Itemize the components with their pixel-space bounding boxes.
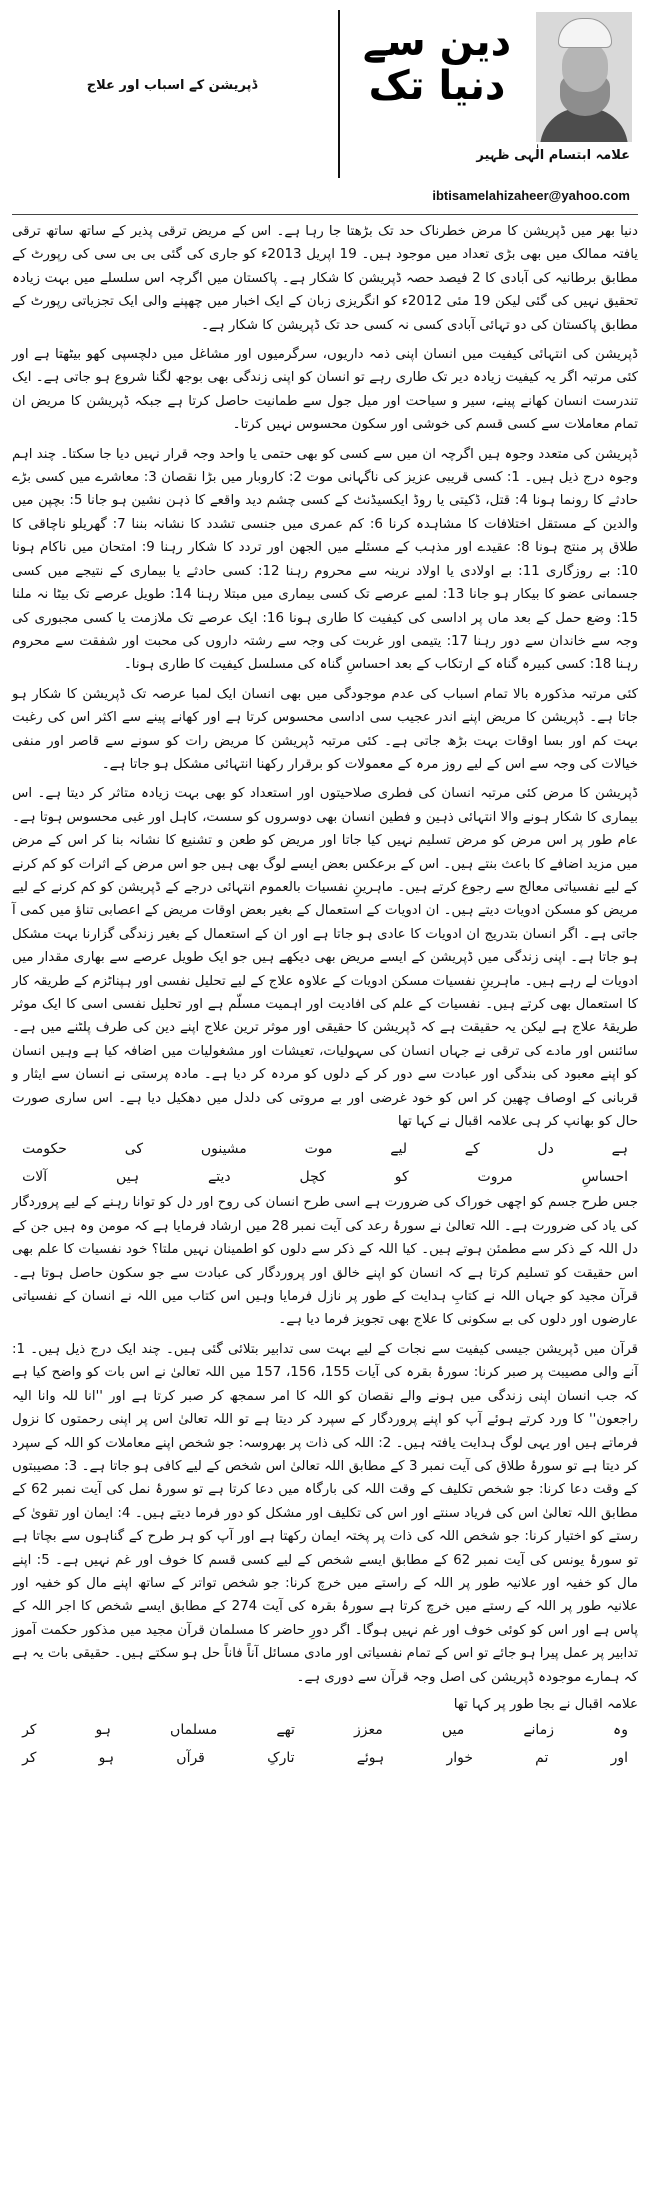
verse-word: کچل — [299, 1169, 326, 1186]
logo-line-1: دین سے — [362, 19, 512, 65]
verse-word: کو — [394, 1169, 409, 1186]
paragraph-1: دنیا بھر میں ڈپریشن کا مرض خطرناک حد تک بڑھتا جا رہا ہے۔ اس کے مریض ترقی پذیر کے ساتھ ساتھ ترقی یافتہ ممالک میں بھی بڑی تعداد میں موجود ہیں۔ 19 اپریل 2013ء کو جاری کی گئی بی بی سی کی رپورٹ کے مطابق برطانیہ کی آبادی کا 2 فیصد حصہ ڈپریشن کا شکار ہے۔ پاکستان میں اگرچہ اس سلسلے میں بہت زیادہ تحقیق نہیں کی گئی لیکن 19 مئی 2012ء کو انگریزی زبان کے ایک اخبار میں چھپنے والی ایک تجزیاتی رپورٹ کے مطابق پاکستان کی دو تہائی آبادی کسی نہ کسی حد تک ڈپریشن کا شکار ہے۔ — [12, 224, 638, 333]
verse-word: تھے — [276, 1721, 295, 1738]
verse-1-line-2 — [12, 1163, 638, 1191]
portrait-cap — [558, 18, 612, 48]
verse-word: تارکِ — [267, 1749, 295, 1766]
author-portrait — [536, 12, 632, 142]
logo-line-2: دنیا تک — [368, 63, 506, 109]
verse-word: دیتے — [208, 1169, 231, 1186]
verse-word: کر — [22, 1749, 37, 1766]
verse-word: قرآں — [176, 1749, 205, 1766]
header-divider — [12, 214, 638, 215]
paragraph-6: جس طرح جسم کو اچھی خوراک کی ضرورت ہے اسی طرح انسان کی روح اور دل کو توانا رہنے کے لیے پروردگار کی یاد کی ضرورت ہے۔ اللہ تعالیٰ نے سورۂ رعد کی آیت نمبر 28 میں ارشاد فرمایا ہے کہ مومن وہ ہیں جن کے دل اللہ کے ذکر سے مطمئن ہوتے ہیں۔ کیا اللہ کے ذکر سے دلوں کو اطمینان نہیں ملتا؟ خود نفسیات کا علم بھی اس حقیقت کو تسلیم کرتا ہے کہ انسان کو اپنے خالق اور پروردگار کی عبادت سے جو سکون حاصل ہوتا ہے۔ قرآن مجید کو جہاں اللہ نے کتابِ ہدایت کے طور پر نازل فرمایا وہیں اس کتاب میں اللہ نے انسان کے نفسیاتی عارضوں اور دلوں کی بے سکونی کا علاج بھی تجویز فرما دیا ہے۔ — [12, 1195, 638, 1328]
poetry-intro: علامہ اقبال نے بجا طور پر کہا تھا — [453, 1696, 638, 1712]
verse-word: کر — [22, 1721, 37, 1738]
verse-2-line-2 — [12, 1744, 638, 1772]
portrait-face — [562, 42, 608, 92]
verse-word: ہوئے — [356, 1749, 385, 1766]
paragraph-3: ڈپریشن کی متعدد وجوہ ہیں اگرچہ ان میں سے کسی کو بھی حتمی یا واحد وجہ قرار نہیں دیا جا سکتا۔ چند اہم وجوہ درج ذیل ہیں۔ 1: کسی قریبی عزیز کی ناگہانی موت 2: کاروبار میں بڑا نقصان 3: معاشرے میں کسی بڑے حادثے کا رونما ہونا 4: قتل، ڈکیتی یا روڈ ایکسیڈنٹ کے کسی چشم دید واقعے کا ذہن نشین ہو جانا 5: بچپن میں والدین کے مستقل اختلافات کا مشاہدہ کرنا 6: کم عمری میں جنسی تشدد کا نشانہ بننا 7: گھریلو ناچاقی کا طلاق پر منتج ہونا 8: عقیدے اور مذہب کے مسئلے میں الجھن اور تردد کا شکار رہنا 9: امتحان میں ناکام ہونا 10: بے روزگاری 11: بے اولادی یا اولاد نرینہ سے محروم رہنا 12: کسی حادثے یا بیماری کے نتیجے میں کسی جسمانی عضو کا بیکار ہو جانا 13: لمبے عرصے تک کسی بیماری میں مبتلا رہنا 14: طویل عرصے تک بیٹا نہ ملنا 15: وضع حمل کے بعد ماں پر اداسی کی کیفیت کا طاری ہونا 16: ایک عرصے تک ملازمت یا کسی مجبوری کی وجہ سے خاندان سے دور رہنا 17: یتیمی اور غربت کی وجہ سے رشتہ داروں کی محبت اور شفقت سے محروم رہنا 18: کسی کبیرہ گناہ کے ارتکاب کے بعد احساسِ گناہ کی مسلسل کیفیت کا طاری ہونا۔ — [12, 446, 639, 673]
article-headline: ڈپریشن کے اسباب اور علاج — [86, 78, 258, 93]
verse-1-line-1 — [12, 1135, 638, 1163]
paragraph-5: ڈپریشن کا مرض کئی مرتبہ انسان کی فطری صلاحیتوں اور استعداد کو بھی بہت زیادہ متاثر کر دیتا ہے۔ اس بیماری کا شکار ہونے والا انتہائی ذہین و فطین انسان بھی دوسروں کو سست، کاہل اور غبی محسوس ہوتا ہے۔ عام طور پر اس مرض کو مرض تسلیم نہیں کیا جاتا اور مریض کو طعن و تشنیع کا نشانہ بنا کر اس کے مرض میں مزید اضافے کا باعث بنتے ہیں۔ اس کے برعکس بعض ایسے لوگ بھی ہیں جو اس مرض کے اثرات کو کم کرنے کے لیے نفسیاتی معالج سے رجوع کرتے ہیں۔ ماہرینِ نفسیات بالعموم انتہائی درجے کے ڈپریشن کو کم کرنے کے لیے مریض کو مسکن ادویات دیتے ہیں۔ ان ادویات کے استعمال کے بغیر بعض اوقات مریض کے اعصابی تناؤ میں کمی آ جاتی ہے۔ اگر انسان بتدریج ان ادویات کا عادی ہو جاتا ہے اور ان کے استعمال کے بغیر زندگی گزارنا بہت مشکل ہو جاتا ہے۔ اپنی زندگی میں ڈپریشن کے ایسے مریض بھی دیکھے ہیں جو ایک طویل عرصے سے بھاری مقدار میں ادویات لے رہے ہیں۔ ماہرینِ نفسیات مسکن ادویات کے علاوہ علاج کے لیے تحلیل نفسی اور ہپناٹزم کے طریقہ کار کا استعمال بھی کرتے ہیں۔ نفسیات کے علم کی افادیت اور اہمیت مسلّم ہے اور تحلیل نفسی اسی کا ایک موثر طریقۂ علاج ہے لیکن یہ حقیقت ہے کہ ڈپریشن کا حقیقی اور موثر ترین علاج اپنے دین کی طرف پلٹنے میں ہے۔ سائنس اور مادے کی ترقی نے جہاں انسان کی سہولیات، تعیشات اور مشغولیات میں اضافہ کیا ہے وہیں انسان کو اپنے معبود کی بندگی اور عبادت سے دور کر کے دلوں کو مردہ کر دیا ہے۔ مادہ پرستی نے انسان سے ایثار و قربانی کے اوصاف چھین کر اس کو خود غرضی اور بے مروتی کی دلدل میں دھکیل دیا ہے۔ اس ساری صورت حال کو بھانپ کر ہی علامہ اقبال نے کہا تھا — [12, 786, 638, 1130]
column-brand — [338, 10, 638, 178]
paragraph-2: ڈپریشن کی انتہائی کیفیت میں انسان اپنی ذمہ داریوں، سرگرمیوں اور مشاغل میں دلچسپی کھو بیٹھتا ہے اور کئی مرتبہ اگر یہ کیفیت زیادہ دیر تک طاری رہے تو انسان کو اپنی زندگی بھی بوجھ لگنا شروع ہو جاتی ہے۔ ایک تندرست انسان کھانے پینے، سیر و سیاحت اور میل جول سے طمانیت حاصل کرتا ہے جبکہ ڈپریشن کا مریض ان تمام معاملات سے کسی قسم کی خوشی اور سکون محسوس نہیں کرتا۔ — [12, 347, 638, 433]
verse-word: موت — [304, 1141, 333, 1158]
verse-word: ہیں — [116, 1169, 140, 1186]
verse-word: مروت — [477, 1169, 513, 1186]
verse-word: خوار — [446, 1749, 473, 1766]
author-name: علامہ ابتسام الٰہی ظہیر — [476, 148, 630, 163]
verse-word: تم — [535, 1749, 549, 1766]
paragraph-4: کئی مرتبہ مذکورہ بالا تمام اسباب کی عدم موجودگی میں بھی انسان ایک لمبا عرصہ تک ڈپریشن کا شکار ہو جاتا ہے۔ ڈپریشن کا مریض اپنے اندر عجیب سی اداسی محسوس کرتا ہے اور کھانے پینے سے اکثر اس کی رغبت بہت کم اور بسا اوقات بہت بڑھ جاتی ہے۔ کئی مرتبہ ڈپریشن کا مریض رات کو سونے سے قاصر اور منفی خیالات کی وجہ سے اس کے لیے روز مرہ کے معمولات کو برقرار رکھنا انتہائی مشکل ہو جاتا ہے۔ — [12, 686, 638, 772]
article-body — [12, 220, 638, 1133]
verse-word: ہو — [98, 1749, 115, 1766]
verse-word: حکومت — [22, 1141, 67, 1158]
column-logo — [352, 20, 522, 108]
verse-2 — [12, 1716, 638, 1772]
verse-word: احساسِ — [581, 1169, 628, 1186]
verse-word: میں — [441, 1721, 465, 1738]
verse-2-line-1 — [12, 1716, 638, 1744]
verse-word: کی — [124, 1141, 144, 1158]
verse-1 — [12, 1135, 638, 1191]
verse-word: مسلماں — [170, 1721, 218, 1738]
paragraph-7: قرآن میں ڈپریشن جیسی کیفیت سے نجات کے لیے بہت سی تدابیر بتلائی گئی ہیں۔ چند ایک درج ذیل ہیں۔ 1: آنے والی مصیبت پر صبر کرنا: سورۂ بقرہ کی آیات 155، 156، 157 میں اللہ تعالیٰ نے اس بات کو واضح کیا ہے کہ جب انسان اپنی زندگی میں ہونے والے نقصان کو اللہ کا امر سمجھ کر صبر کرتا ہے اور ''انا للہ وانا الیہ راجعون'' کا ورد کرتے ہوئے آپ کو اپنے پروردگار کے سپرد کر دیتا ہے تو اللہ تعالیٰ اس پر اپنی رحمتوں کا نزول فرماتے ہیں اور یہی لوگ ہدایت یافتہ ہیں۔ 2: اللہ کی ذات پر بھروسہ: جو شخص اپنے معاملات کو اللہ کے سپرد کر دیتا ہے تو سورۂ طلاق کی آیت نمبر 3 کے مطابق اللہ تعالیٰ اس شخص کے لیے کافی ہو جاتا ہے۔ 3: مصیبتوں کے وقت دعا کرنا: جو شخص تکلیف کے وقت اللہ کی بارگاہ میں دعا کرتا ہے تو سورۂ نمل کی آیت نمبر 62 کے مطابق اللہ تعالیٰ اس کی فریاد سنتے اور اس کی تکلیف اور مشکل کو دور فرما دیتے ہیں۔ 4: ایمان اور تقویٰ کے رستے کو اختیار کرنا: جو شخص اللہ کی ذات پر پختہ ایمان رکھتا ہے اور آپ کو ہر طرح کے گناہوں سے بچاتا ہے تو سورۂ یونس کی آیت نمبر 62 کے مطابق ایسے شخص کے لیے کسی قسم کا خوف اور غم نہیں ہے۔ 5: اپنے مال کو خفیہ اور علانیہ طور پر اللہ کے راستے میں خرچ کرنا: جو شخص تواتر کے ساتھ اپنے مال کو خفیہ اور علانیہ طور پر اللہ کے رستے میں خرچ کرتا ہے سورۂ بقرہ کی آیت 274 کے مطابق ایسے شخص کا اجر اللہ کے پاس ہے اور اس کو کوئی خوف اور غم نہیں ہوگا۔ اگر دورِ حاضر کا مسلمان قرآن مجید میں مذکور حکمت آموز تدابیر پر عمل پیرا ہو جائے تو اس کے تمام نفسیاتی اور مادی مسائل آناً فاناً حل ہو سکتے ہیں۔ حقیقی بات یہ ہے کہ ہمارے موجودہ ڈپریشن کی اصل وجہ قرآن سے دوری ہے۔ — [12, 1341, 639, 1685]
verse-word: وہ — [613, 1721, 628, 1738]
verse-word: دل — [537, 1141, 554, 1158]
verse-word: آلات — [22, 1169, 48, 1186]
verse-word: ہو — [95, 1721, 111, 1738]
article-body-continued — [12, 1191, 638, 1689]
verse-word: کے — [464, 1141, 480, 1158]
verse-word: اور — [610, 1749, 628, 1766]
verse-word: لیے — [390, 1141, 407, 1158]
author-email[interactable]: ibtisamelahizaheer@yahoo.com — [432, 188, 630, 203]
verse-word: زمانے — [523, 1721, 554, 1738]
verse-word: مشینوں — [200, 1141, 247, 1158]
verse-word: معزز — [354, 1721, 383, 1738]
verse-word: ہے — [611, 1141, 628, 1158]
column-header — [12, 10, 638, 220]
